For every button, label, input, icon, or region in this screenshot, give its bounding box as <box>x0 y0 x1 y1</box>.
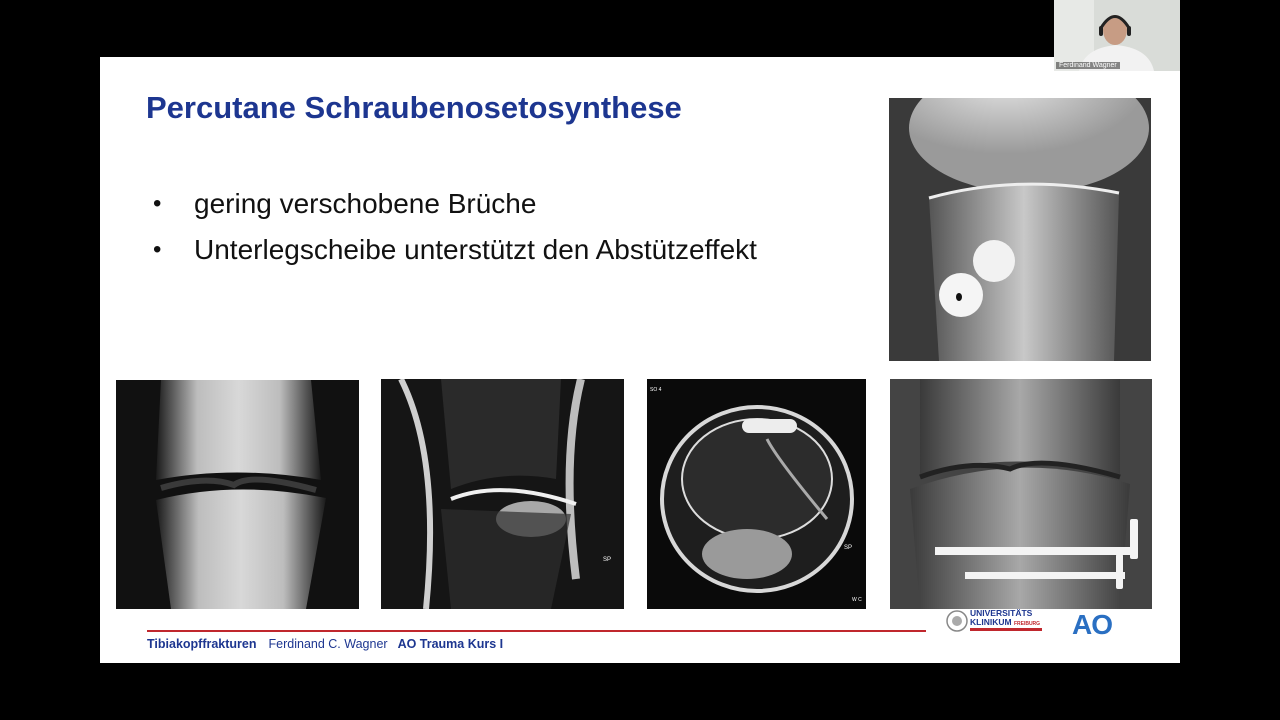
mri-label: SP <box>603 557 612 563</box>
mri-label: W C <box>852 597 862 603</box>
university-line2: KLINIKUM <box>970 617 1012 627</box>
university-clinic-logo <box>946 606 1044 638</box>
seal-icon <box>946 606 968 636</box>
participant-name: Ferdinand Wagner <box>1056 62 1120 69</box>
video-participant-tile[interactable] <box>1054 0 1180 71</box>
bullet-item <box>153 181 757 227</box>
footer-author: Ferdinand C. Wagner <box>268 637 388 651</box>
mri-label: SO 4 <box>650 387 662 393</box>
footer-course: AO Trauma Kurs I <box>397 637 504 651</box>
university-logo-bar <box>970 628 1042 631</box>
ao-logo: AO <box>1072 609 1112 640</box>
xray-lateral-washer-image <box>889 98 1151 361</box>
bullet-dot: • <box>153 236 162 263</box>
university-city: FREIBURG <box>1013 621 1041 627</box>
bullet-text: Unterlegscheibe unterstützt den Abstützeffekt <box>194 234 757 265</box>
footer-topic: Tibiakopffrakturen <box>147 637 257 651</box>
slide-title: Percutane Schraubenosetosynthese <box>146 90 682 125</box>
bullet-item <box>153 227 757 273</box>
presentation-slide <box>100 57 1180 663</box>
slide-footer <box>147 637 503 651</box>
participant-video <box>1054 0 1180 71</box>
xray-postop-screws-image <box>890 379 1152 609</box>
footer-divider <box>147 630 926 632</box>
mri-coronal-image <box>381 379 624 609</box>
mri-axial-image <box>647 379 866 609</box>
university-line1: UNIVERSITÄTS <box>970 608 1033 618</box>
mri-label: SP <box>844 545 853 551</box>
bullet-dot: • <box>153 190 162 217</box>
xray-ap-image <box>116 380 359 609</box>
bullet-list <box>153 181 757 273</box>
bullet-text: gering verschobene Brüche <box>194 188 537 219</box>
